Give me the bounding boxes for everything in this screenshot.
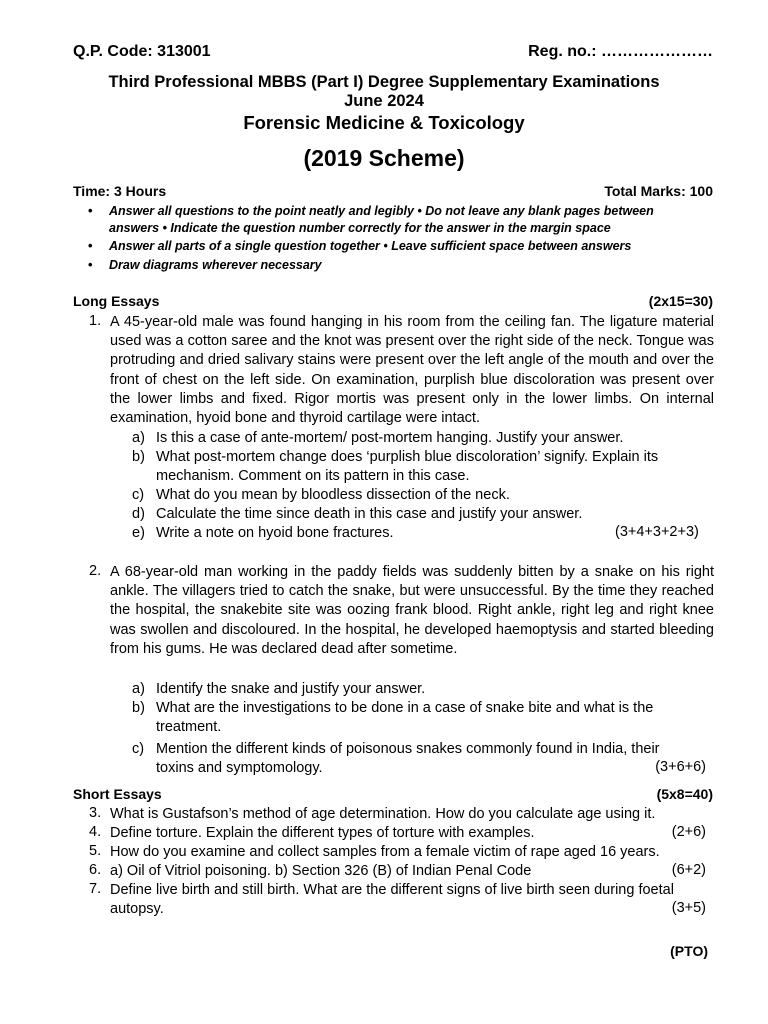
question-number: 2. <box>89 563 102 579</box>
scheme-title: (2019 Scheme) <box>303 145 465 171</box>
question-text: What is Gustafson’s method of age determination. How do you calculate age using it. <box>110 806 656 822</box>
question-text: How do you examine and collect samples from a female victim of rape aged 16 years. <box>110 844 660 860</box>
question-2-text: A 68-year-old man working in the paddy fields was suddenly bitten by a snake on his right ankle. The villagers tried to catch the snake, but were unsuccessful. By the time they reached the hospital, the snakebite site was oozing frank blood. Right ankle, right leg and right knee was swollen and discoloured. In the hospital, he developed haemoptysis and started bleeding from his gums. He was declared dead after sometime. <box>110 564 714 657</box>
part-label: d) <box>132 506 145 522</box>
part-label: b) <box>132 700 145 716</box>
part-label: b) <box>132 449 145 465</box>
long-essays-marks: (2x15=30) <box>648 293 713 309</box>
part-text: Identify the snake and justify your answer. <box>156 681 426 697</box>
part-label: e) <box>132 525 145 541</box>
part-text: Write a note on hyoid bone fractures. <box>156 525 394 541</box>
part-text: What do you mean by bloodless dissection of the neck. <box>156 487 510 503</box>
question-1-text: A 45-year-old male was found hanging in his room from the ceiling fan. The ligature material used was a cotton saree and the knot was present over the right side of the neck. Tongue was protruding and dried salivary stains were present over the left angle of the mouth and over the front of chest on the left side. On examination, purplish blue discoloration was present over the lower limbs and fixed. Rigor mortis was present only in the lower limbs. On internal examination, hyoid bone and thyroid cartilage were intact. <box>110 314 714 427</box>
exam-date: June 2024 <box>344 92 424 110</box>
question-number: 4. <box>89 824 102 840</box>
time-label: Time: 3 Hours <box>73 183 167 199</box>
long-essays-heading: Long Essays <box>73 293 160 309</box>
subject-title: Forensic Medicine & Toxicology <box>243 112 525 133</box>
total-marks: Total Marks: 100 <box>604 183 713 199</box>
question-marks: (3+5) <box>671 900 706 916</box>
part-text: treatment. <box>156 719 222 735</box>
part-text: Is this a case of ante-mortem/ post-mortem hanging. Justify your answer. <box>156 430 624 446</box>
instruction-line: Answer all questions to the point neatly and legibly • Do not leave any blank pages between <box>109 204 654 218</box>
question-text: autopsy. <box>110 901 164 917</box>
exam-title: Third Professional MBBS (Part I) Degree Supplementary Examinations <box>108 73 660 91</box>
instruction-line: answers • Indicate the question number correctly for the answer in the margin space <box>109 221 611 235</box>
part-label: c) <box>132 741 145 757</box>
question-number: 3. <box>89 805 102 821</box>
short-essays-marks: (5x8=40) <box>656 786 713 802</box>
part-text: Calculate the time since death in this case and justify your answer. <box>156 506 583 522</box>
question-number: 7. <box>89 881 102 897</box>
bullet-icon: • <box>88 203 93 218</box>
question-text: Define torture. Explain the different types of torture with examples. <box>110 825 535 841</box>
instruction-line: Draw diagrams wherever necessary <box>109 258 322 272</box>
bullet-icon: • <box>88 238 93 253</box>
reg-no: Reg. no.: ………………… <box>528 43 713 60</box>
part-text: What post-mortem change does ‘purplish blue discoloration’ signify. Explain its <box>156 449 659 465</box>
part-label: c) <box>132 487 145 503</box>
question-number: 5. <box>89 843 102 859</box>
question-marks: (3+6+6) <box>655 759 706 775</box>
part-text: mechanism. Comment on its pattern in this case. <box>156 468 470 484</box>
question-marks: (3+4+3+2+3) <box>615 524 699 540</box>
question-marks: (6+2) <box>671 862 706 878</box>
pto-label: (PTO) <box>670 943 708 959</box>
part-text: toxins and symptomology. <box>156 760 323 776</box>
part-label: a) <box>132 430 145 446</box>
question-number: 1. <box>89 313 102 329</box>
part-text: What are the investigations to be done in a case of snake bite and what is the <box>156 700 654 716</box>
instruction-line: Answer all parts of a single question together • Leave sufficient space between answers <box>109 239 632 253</box>
bullet-icon: • <box>88 257 93 272</box>
qp-code: Q.P. Code: 313001 <box>73 43 211 60</box>
part-label: a) <box>132 681 145 697</box>
question-text: a) Oil of Vitriol poisoning. b) Section 326 (B) of Indian Penal Code <box>110 863 532 879</box>
part-text: Mention the different kinds of poisonous snakes commonly found in India, their <box>156 741 660 757</box>
question-text: Define live birth and still birth. What are the different signs of live birth seen during foetal <box>110 882 674 898</box>
question-number: 6. <box>89 862 102 878</box>
question-marks: (2+6) <box>671 824 706 840</box>
short-essays-heading: Short Essays <box>73 786 162 802</box>
